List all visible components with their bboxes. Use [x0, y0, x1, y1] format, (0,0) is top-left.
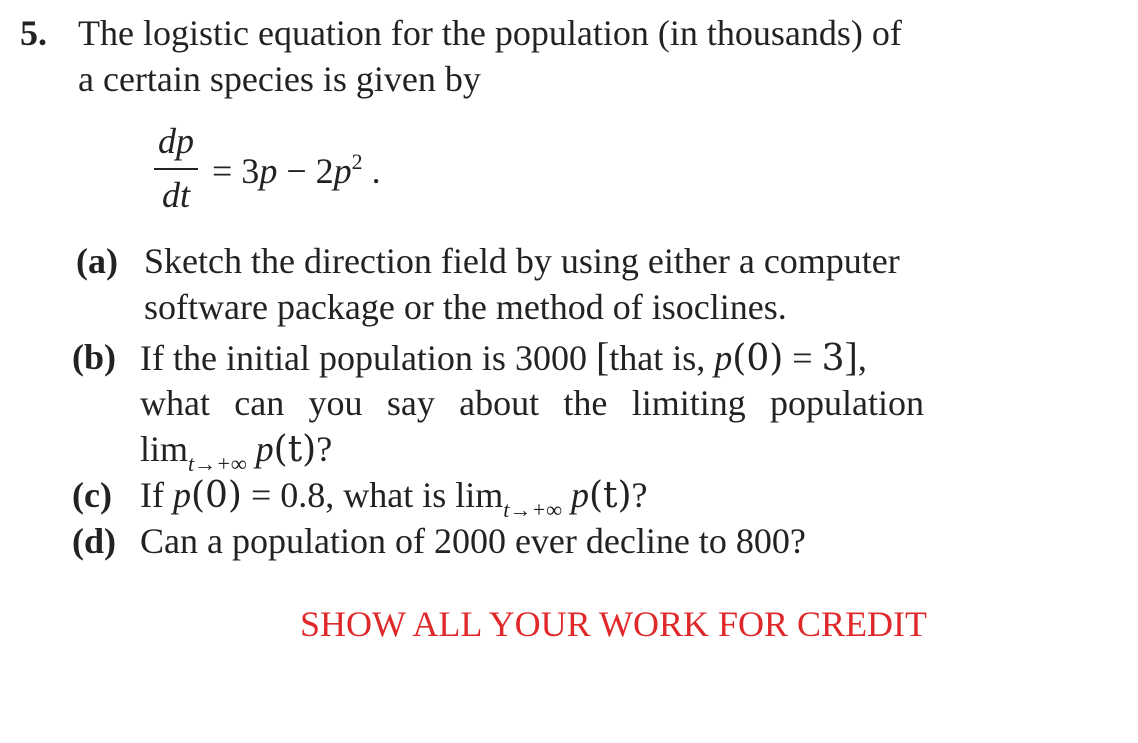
part-b-line-1-mid: that is,: [609, 338, 715, 378]
part-c-argument: (0): [190, 475, 242, 516]
part-b-question-mark: ?: [316, 429, 333, 469]
part-c-variable-p: p: [172, 475, 191, 515]
word: can: [234, 383, 285, 423]
part-b-equals: =: [783, 338, 822, 378]
part-c-variable-p-2: p: [561, 475, 589, 515]
part-b-line-3-variable-p: p: [246, 429, 274, 469]
fraction-bar: [154, 168, 198, 170]
problem-number: 5.: [20, 13, 47, 53]
credit-notice: SHOW ALL YOUR WORK FOR CREDIT: [300, 604, 928, 644]
part-a-line-1: Sketch the direction field by using either a computer: [144, 241, 900, 281]
part-c-limit-subscript: t→+∞: [503, 497, 562, 522]
part-b-line-1-intro: If the initial population is 3000: [140, 338, 596, 378]
part-b-comma: ,: [857, 338, 867, 378]
part-c-argument-2: (t): [588, 475, 632, 516]
word: limiting: [631, 383, 746, 423]
rhs-minus: − 2: [277, 151, 334, 191]
part-c-label: (c): [72, 475, 112, 515]
equation-right-hand-side: [212, 148, 381, 194]
word: about: [459, 383, 540, 423]
word: what: [140, 383, 210, 423]
part-b-line-3: [140, 426, 333, 476]
part-b-line-1: [140, 334, 867, 382]
close-bracket: ]: [844, 334, 858, 379]
part-c-text: [140, 472, 648, 522]
part-b-argument: (0): [732, 338, 784, 379]
problem-intro-line-2: a certain species is given by: [78, 59, 481, 99]
part-b-value: 3: [821, 338, 845, 379]
fraction-numerator: dp: [158, 121, 194, 161]
word: the: [563, 383, 608, 423]
part-c-intro: If: [140, 475, 173, 515]
word: say: [386, 383, 435, 423]
part-b-line-2: [140, 380, 924, 426]
part-d-text: Can a population of 2000 ever decline to 800?: [140, 521, 806, 561]
word: population: [770, 383, 924, 423]
limit-operator: lim: [140, 429, 189, 469]
part-b-label: (b): [72, 337, 116, 377]
rhs-variable-p: p: [259, 151, 278, 191]
part-c-mid: = 0.8, what is lim: [241, 475, 504, 515]
rhs-equals: = 3: [212, 151, 260, 191]
open-bracket: [: [595, 334, 610, 379]
part-d-label: (d): [72, 521, 116, 561]
part-b-line-3-argument: (t): [273, 429, 317, 470]
limit-subscript: t→+∞: [188, 451, 247, 476]
rhs-period: .: [362, 151, 381, 191]
part-b-variable-p: p: [714, 338, 733, 378]
part-c-question-mark: ?: [631, 475, 648, 515]
part-a-line-2: software package or the method of isoclines.: [144, 287, 787, 327]
part-a-label: (a): [76, 241, 118, 281]
rhs-exponent: 2: [351, 149, 363, 174]
word: you: [308, 383, 363, 423]
problem-intro-line-1: The logistic equation for the population (in thousands) of: [78, 13, 902, 53]
fraction-denominator: dt: [161, 175, 190, 215]
rhs-variable-p-squared: p: [333, 151, 352, 191]
